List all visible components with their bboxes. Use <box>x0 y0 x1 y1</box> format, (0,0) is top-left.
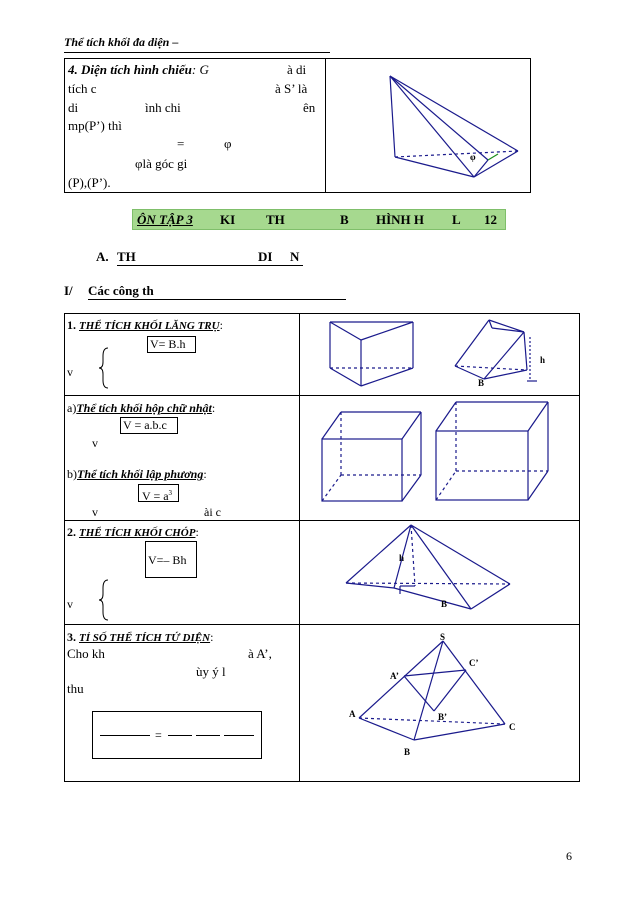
tetra-s-label: S <box>440 632 446 642</box>
row2-b-tail: ài c <box>204 505 221 519</box>
row2-b-title: b)Thể tích khối lập phương: <box>67 467 207 481</box>
row4-l3: thu <box>67 681 84 696</box>
banner-part1: ÔN TẬP 3 <box>137 212 193 227</box>
section-a-t1: TH <box>117 249 136 264</box>
row2-b-formula: $V = a^3$ <box>142 489 173 503</box>
box1-r2c1: tích c <box>68 81 97 96</box>
box1-formula-eq: = <box>177 136 185 151</box>
pyramid-h-label: h <box>399 553 405 563</box>
box1-r7: (P),(P’). <box>68 175 111 190</box>
phi-label: φ <box>470 152 476 162</box>
prism-b-label: B <box>478 378 485 388</box>
box1-formula-phi: φ <box>224 136 232 151</box>
section-i-title: Các công th <box>88 283 154 298</box>
box1-heading: 4. Diện tích hình chiếu: G <box>68 62 209 77</box>
prism-h-label: h <box>540 355 546 365</box>
row1-v: v <box>67 365 73 379</box>
tetra-cp-label: C’ <box>469 658 479 668</box>
section-i-label: I/ <box>64 283 73 298</box>
row3-v: v <box>67 597 73 611</box>
banner-part7: 12 <box>484 212 497 227</box>
banner-part5: HÌNH H <box>376 212 425 227</box>
row3-formula: V=– Bh <box>148 553 187 567</box>
section-a-label: A. <box>96 249 109 264</box>
page-header: Thể tích khối đa diện – <box>64 35 179 49</box>
row2-a-formula: V = a.b.c <box>123 418 167 432</box>
row2-a-title: a)Thể tích khối hộp chữ nhật: <box>67 401 216 415</box>
row2-b-v: v <box>92 505 98 519</box>
tetra-ap-label: A’ <box>390 671 399 681</box>
row2-a-v: v <box>92 436 98 450</box>
pyramid-b-label: B <box>441 599 448 609</box>
banner-part2: KI <box>220 212 236 227</box>
page-number: 6 <box>566 849 572 863</box>
row4-title: 3. TỈ SỐ THỂ TÍCH TỨ DIỆN: <box>67 630 214 644</box>
tetra-bp-label: B’ <box>438 712 447 722</box>
section-a-t2: DI <box>258 249 273 264</box>
tetra-c-label: C <box>509 722 516 732</box>
banner-part6: L <box>452 212 461 227</box>
tetra-a-label: A <box>349 709 356 719</box>
tetra-b-label: B <box>404 747 411 757</box>
row4-l2: ùy ý l <box>196 664 226 679</box>
box1-r4: mp(P’) thì <box>68 118 122 133</box>
section-a-t3: N <box>290 249 300 264</box>
box1-r3mid: ình chi <box>145 100 181 115</box>
ratio-eq: = <box>155 728 162 742</box>
row4-l1b: à A’, <box>248 646 272 661</box>
banner-part4: B <box>340 212 349 227</box>
box1-r6: φlà góc gi <box>135 156 188 171</box>
banner-part3: TH <box>266 212 285 227</box>
row1-title: 1. THỂ TÍCH KHỐI LĂNG TRỤ: <box>67 318 223 332</box>
row4-l1a: Cho kh <box>67 646 105 661</box>
row1-formula: V= B.h <box>150 337 186 351</box>
box1-r1c2: à di <box>287 62 307 77</box>
box1-r3c1: di <box>68 100 79 115</box>
box1-r2c2: à S’ là <box>275 81 308 96</box>
box1-r3c2: ên <box>303 100 316 115</box>
row3-title: 2. THỂ TÍCH KHỐI CHÓP: <box>67 525 199 539</box>
